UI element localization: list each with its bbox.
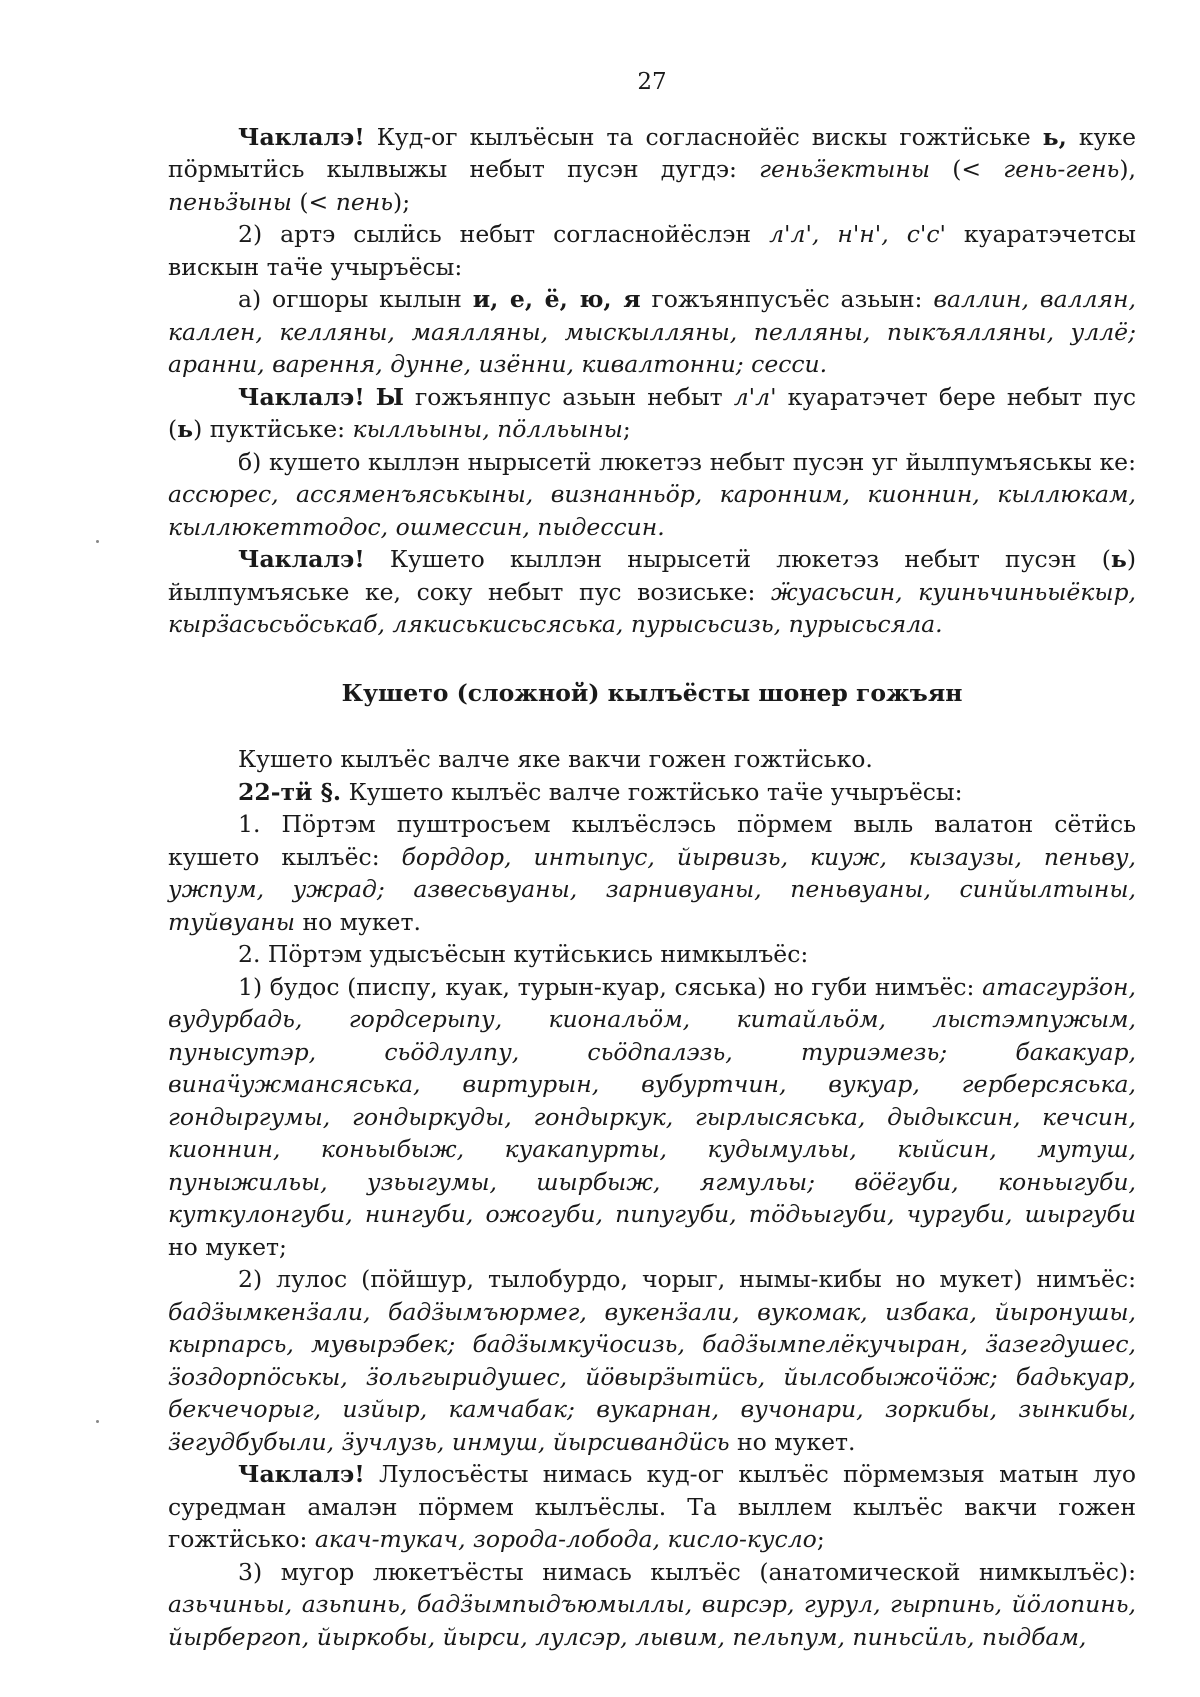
example-list: акач-тукач, зорода-лобода, кисло-кусло (314, 1525, 817, 1553)
paragraph-note-animals: Чаклалэ! Лулосъёсты нимась куд-ог кылъёс пӧрмемзыя матын луо суредман амалэн пӧрмем кылъёслы. Та выллем кылъёс вакчи гожен гожтӥсько: акач-тукач, зорода-лобода, кисло-кусло; (168, 1460, 1136, 1553)
example-list: ассюрес, ассяменъяськыны, визнанньӧр, каронним, кионнин, кыллюкам, кыллюкеттодос, ошмессин, пыдессин. (168, 480, 1136, 541)
paragraph-rule-2: 2) артэ сылӥсь небыт согласнойёслэн л'л', н'н', с'с' куаратэчетсы вискын таӵе учыръёсы: (168, 220, 1136, 281)
paragraph-section-22: 22-тӥ §. Кушето кылъёс валче гожтӥсько таӵе учыръёсы: (238, 777, 963, 806)
example-list: бадӟымкенӟали, бадӟымъюрмег, вукенӟали, вукомак, избака, йыронушы, кырпарсь, мувырэбек; бадӟымкуӵосизь, бадӟымпелёкучыран, ӟазегдушес, ӟоздорпӧськы, ӟольгыридушес, йӧвырӟытӥсь, йылсобыжоӵӧж; бадькуар, бекчечорыг, изйыр, камчабак; вукарнан, вучонари, зоркибы, зынкибы, ӟегудбубыли, ӟучлузь, инмуш, йырсивандӥсь (168, 1297, 1136, 1456)
example-list: ӝуасьсин, куиньчиньыёкыр, кырӟасьсьӧськаб, лякиськисьсяська, пурысьсизь, пурысьсяла. (168, 577, 1136, 638)
scan-dot (96, 1420, 99, 1423)
note-label: Чаклалэ! (238, 1460, 365, 1488)
section-heading: Кушето (сложной) кылъёсты шонер гожъян (341, 678, 963, 707)
note-label: Чаклалэ! (238, 382, 365, 411)
example-list: атасгурӟон, вудурбадь, гордсерыпу, киональӧм, китайльӧм, лыстэмпужым, пунысутэр, сьӧдлулпу, сьӧдпалэзь, туриэмезь; бакакуар, винаӵужмансяська, виртурын, вубуртчин, вукуар, герберсяська, гондыргумы, гондыркуды, гондыркук, гырлысяська, дыдыксин, кечсин, кионнин, коньыбыж, куакапурты, кудымульы, кыйсин, мутуш, пуныжильы, узьыгумы, шырбыж, ягмульы; вӧёгуби, коньыгуби, куткулонгуби, нингуби, ожогуби, пипугуби, тӧдьыгуби, чургуби, шыргуби (168, 972, 1136, 1228)
paragraph-item-2-1: 1) будос (писпу, куак, турын-куар, сяська) но губи нимъёс: атасгурӟон, вудурбадь, гордсерыпу, киональӧм, китайльӧм, лыстэмпужым, пунысутэр, сьӧдлулпу, сьӧдпалэзь, туриэмезь; бакакуар, винаӵужмансяська, виртурын, вубуртчин, вукуар, герберсяська, гондыргумы, гондыркуды, гондыркук, гырлысяська, дыдыксин, кечсин, кионнин, коньыбыж, куакапурты, кудымульы, кыйсин, мутуш, пуныжильы, узьыгумы, шырбыж, ягмульы; вӧёгуби, коньыгуби, куткулонгуби, нингуби, ожогуби, пипугуби, тӧдьыгуби, чургуби, шыргуби но мукет; (168, 972, 1136, 1261)
paragraph-item-2-2: 2) лулос (пӧйшур, тылобурдо, чорыг, нымы-кибы но мукет) нимъёс: бадӟымкенӟали, бадӟымъюрмег, вукенӟали, вукомак, избака, йыронушы, кырпарсь, мувырэбек; бадӟымкуӵосизь, бадӟымпелёкучыран, ӟазегдушес, ӟоздорпӧськы, ӟольгыридушес, йӧвырӟытӥсь, йылсобыжоӵӧж; бадькуар, бекчечорыг, изйыр, камчабак; вукарнан, вучонари, зоркибы, зынкибы, ӟегудбубыли, ӟучлузь, инмуш, йырсивандӥсь но мукет. (168, 1265, 1136, 1456)
example-letters: л'л', н'н', с'с' (769, 220, 946, 248)
example-word: пень (335, 187, 394, 216)
example-word: геньӟектыны (759, 155, 931, 183)
paragraph-note-soft-sign: Чаклалэ! Куд-ог кылъёсын та согласнойёс вискы гожтӥське ь, куке пӧрмытӥсь кылвыжы небыт пусэн дугдэ: геньӟектыны (< гень-гень), пеньӟыны (< пень); (168, 122, 1136, 216)
scan-dot (96, 540, 99, 543)
example-list: кылльыны, пӧлльыны (352, 415, 623, 443)
paragraph-rule-2b: б) кушето кыллэн нырысетӥ люкетэз небыт пусэн уг йылпумъяськы ке: ассюрес, ассяменъяськыны, визнанньӧр, каронним, кионнин, кыллюкам, кыллюкеттодос, ошмессин, пыдессин. (168, 447, 1136, 541)
paragraph-item-2-3: 3) мугор люкетъёсты нимась кылъёс (анатомической нимкылъёс): азьчиньы, азьпинь, бадӟымпыдъюмыллы, вирсэр, гурул, гырпинь, йӧлопинь, йырбергоп, йыркобы, йырси, лулсэр, лывим, пельпум, пиньсӥль, пыдбам, (168, 1557, 1136, 1651)
example-word: гень-гень (1003, 155, 1120, 183)
document-page (168, 66, 1136, 1653)
section-number: 22-тӥ §. (238, 777, 342, 806)
paragraph-rule-2a: а) огшоры кылын и, е, ё, ю, я гожъянпусъёс азьын: валлин, валлян, каллен, келляны, маялляны, мыскылляны, пелляны, пыкъялляны, уллё; аранни, варення, дунне, изённи, кивалтонни; сесси. (168, 285, 1137, 378)
paragraph-note-compound: Чаклалэ! Кушето кыллэн нырысетӥ люкетэз небыт пусэн (ь) йылпумъяське ке, соку небыт пус возиське: ӝуасьсин, куиньчиньыёкыр, кырӟасьсьӧськаб, лякиськисьсяська, пурысьсизь, пурысьсяла. (168, 545, 1136, 638)
example-list: борддор, интыпус, йырвизь, киуж, кызаузы, пеньву, ужпум, ужрад; азвесьвуаны, зарнивуаны, пеньвуаны, синйылтыны, туйвуаны (168, 842, 1136, 936)
paragraph-note-y: Чаклалэ! Ы гожъянпус азьын небыт л'л' куаратэчет бере небыт пус (ь) пуктӥське: кылльыны, пӧлльыны; (168, 382, 1136, 443)
paragraph-item-2: 2. Пӧртэм удысъёсын кутӥськись нимкылъёс: (238, 940, 809, 968)
page-number: 27 (637, 69, 667, 95)
note-label: Чаклалэ! (238, 122, 365, 151)
example-list: азьчиньы, азьпинь, бадӟымпыдъюмыллы, вирсэр, гурул, гырпинь, йӧлопинь, йырбергоп, йыркобы, йырси, лулсэр, лывим, пельпум, пиньсӥль, пыдбам, (168, 1590, 1136, 1651)
example-word: пеньӟыны (168, 187, 292, 216)
example-list: валлин, валлян, каллен, келляны, маялляны, мыскылляны, пелляны, пыкъялляны, уллё; аранни, варення, дунне, изённи, кивалтонни; сесси. (168, 285, 1137, 378)
paragraph-item-1: 1. Пӧртэм пуштросъем кылъёслэсь пӧрмем выль валатон сётӥсь кушето кылъёс: борддор, интыпус, йырвизь, киуж, кызаузы, пеньву, ужпум, ужрад; азвесьвуаны, зарнивуаны, пеньвуаны, синйылтыны, туйвуаны но мукет. (168, 810, 1136, 936)
note-label: Чаклалэ! (238, 545, 365, 573)
paragraph-intro: Кушето кылъёс валче яке вакчи гожен гожтӥсько. (238, 745, 873, 773)
